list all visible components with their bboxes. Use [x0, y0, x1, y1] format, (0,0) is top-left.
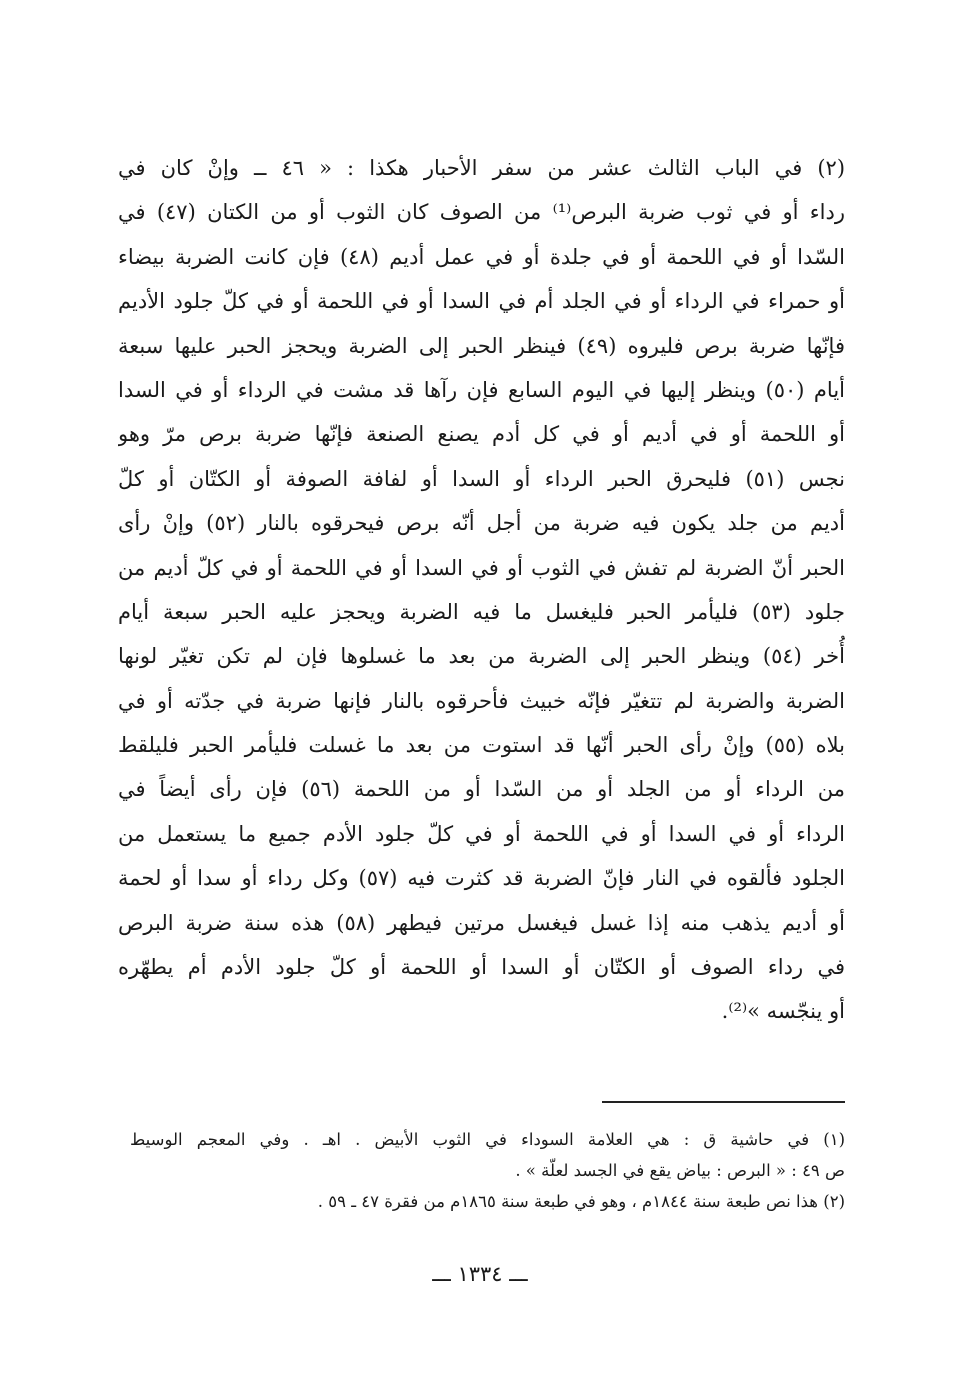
text-line: أو حمراء في الرداء أو في الجلد أم في السدا أو في اللحمة أو في كلّ جلود الأديم — [118, 289, 845, 314]
text-line: أو ينجّسه »⁽²⁾. — [721, 999, 845, 1024]
text-line: الجلود فألقوه في النار فإنّ الضربة قد كثرت فيه (٥٧) وكل رداء أو سدا أو لحمة — [118, 866, 845, 891]
text-line: في رداء الصوف أو الكتّان أو السدا أو اللحمة أو كلّ جلود الأدم أم يطهّره — [118, 955, 845, 980]
main-text-block — [118, 146, 845, 1034]
text-line: أديم من جلد يكون فيه ضربة من أجل أنّه برص فيحرقوه بالنار (٥٢) وإنْ رأى — [118, 511, 845, 536]
text-line: بلاه (٥٥) وإنْ رأى الحبر أنّها قد استوت من بعد ما غسلت فليأمر الحبر فليلقط — [118, 733, 845, 758]
text-line: جلود (٥٣) فليأمر الحبر فليغسل ما فيه الضربة ويحجز عليه الحبر سبعة أيام — [118, 599, 845, 624]
footnote-line: (١) في حاشية ق : هي العلامة السوداء في الثوب الأبيض . اهـ . وفي المعجم الوسيط — [130, 1130, 845, 1149]
text-line: الرداء أو في السدا أو في اللحمة أو في كلّ جلود الأدم جميع ما يستعمل من — [118, 821, 845, 846]
text-line: أو أديم يذهب منه إذا غسل فيغسل مرتين فيطهر (٥٨) هذه سنة ضربة البرص — [118, 910, 845, 935]
text-line: الضربة والضربة لم تتغيّر فإنّه خبيث فأحرقوه بالنار فإنها ضربة في جدّته أو في — [118, 688, 845, 713]
text-line: الحبر أنّ الضربة لم تفش في الثوب أو في السدا أو في اللحمة أو في كلّ أديم من — [118, 555, 845, 580]
page-number: ـــ ١٣٣٤ ـــ — [432, 1262, 528, 1286]
footnote-line: ص ٤٩ : « البرص : بياض يقع في الجسد لعلّة » . — [515, 1161, 845, 1180]
text-line: أُخر (٥٤) وينظر الحبر إلى الضربة من بعد ما غسلوها فإن لم تكن تغيّر لونها — [118, 644, 845, 669]
text-line: (٢) في الباب الثالث عشر من سفر الأحبار هكذا : « ٤٦ ــ وإنْ كان في — [118, 156, 845, 180]
text-line: أيام (٥٠) وينظر إليها في اليوم السابع فإن رآها قد مشت في الرداء أو في السدا — [118, 377, 845, 402]
text-line: رداء أو في ثوب ضربة البرص⁽¹⁾ من الصوف كان الثوب أو من الكتان (٤٧) في — [118, 200, 845, 225]
text-line: نجس (٥١) فليحرق الحبر الرداء أو السدا أو لفافة الصوفة أو الكتّان أو كلّ — [118, 466, 845, 491]
text-line: السّدا أو في اللحمة أو في جلدة أو في عمل أديم (٤٨) فإن كانت الضربة بيضاء — [118, 244, 845, 269]
footnote-separator — [602, 1101, 845, 1103]
text-line: أو اللحمة أو في أديم أو في كل أدم يصنع الصنعة فإنّها ضربة برص مرّ وهو — [118, 422, 845, 447]
text-line: من الرداء أو من الجلد أو من السّدا أو من اللحمة (٥٦) فإن رأى أيضاً في — [118, 777, 845, 802]
footnote-line: (٢) هذا نص طبعة سنة ١٨٤٤م ، وهو في طبعة سنة ١٨٦٥م من فقرة ٤٧ ـ ٥٩ . — [317, 1192, 845, 1211]
footnotes-block — [130, 1124, 845, 1217]
text-line: فإنّها ضربة برص فليروه (٤٩) فينظر الحبر إلى الضربة ويحجز الحبر عليها سبعة — [118, 333, 845, 358]
